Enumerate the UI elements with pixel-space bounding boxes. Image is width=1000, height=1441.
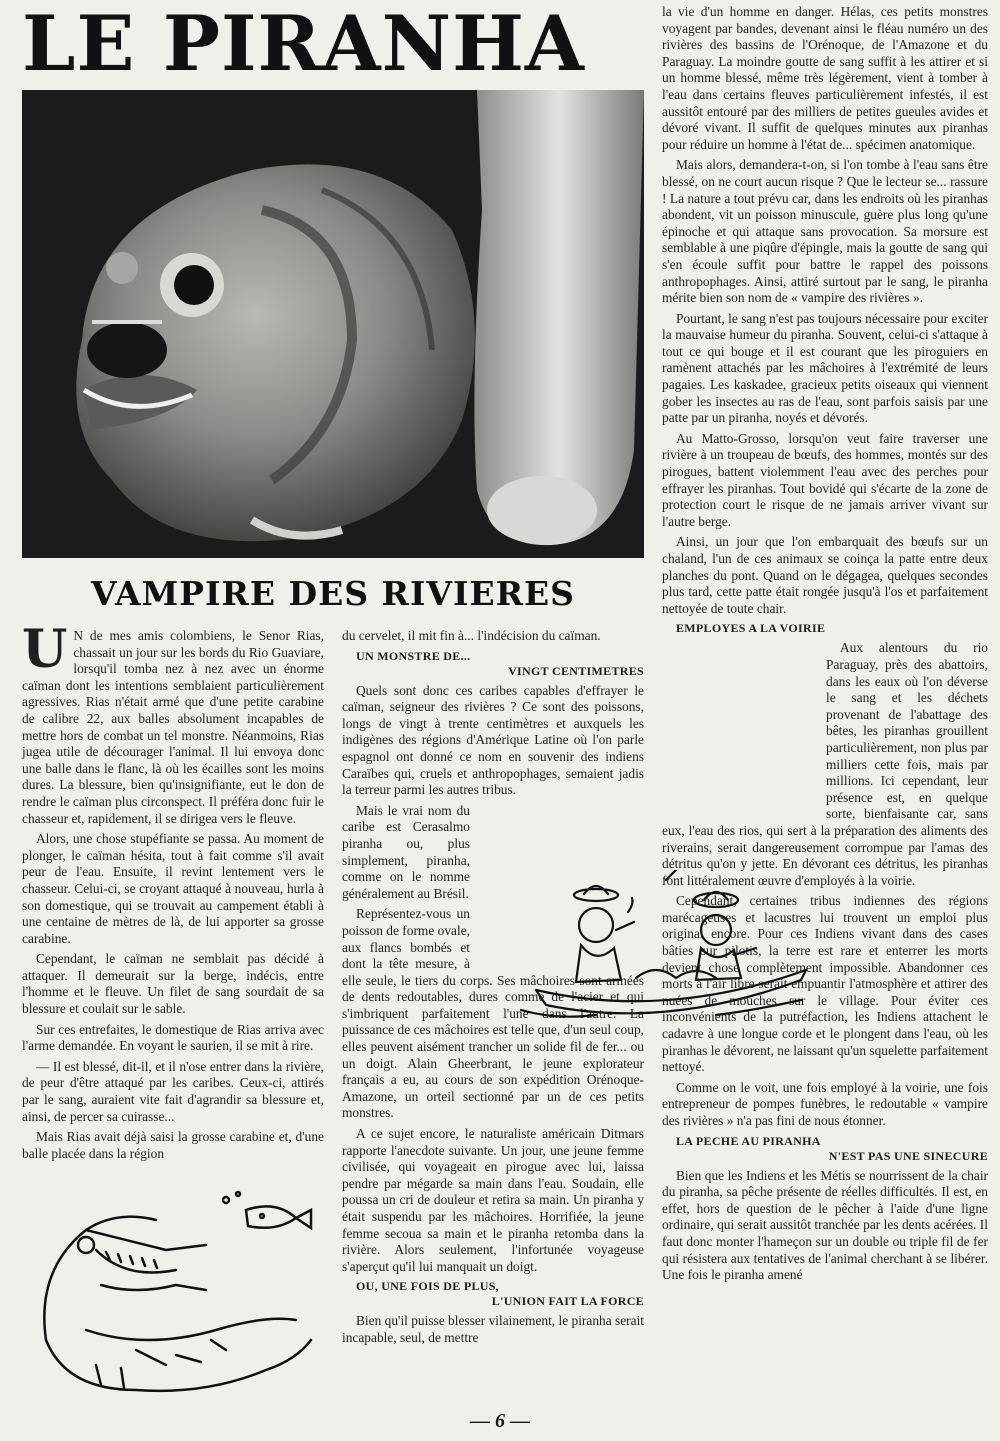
col2-paragraph-3: Mais le vrai nom du caribe est Cerasalmo piranha ou, plus simplement, piranha, comme on le nomme généralement au Brésil. <box>342 802 470 901</box>
col2-paragraph-1: du cervelet, il mit fin à... l'indécision du caïman. <box>342 628 601 643</box>
subhead-monstre-line2: VINGT CENTIMETRES <box>508 663 644 678</box>
col2-paragraph-5: A ce sujet encore, le naturaliste américain Ditmars rapporte l'anecdote suivante. Un jour, une jeune femme civilisée, qui voyageait en pirogue avec lui, laissa pendre par mégarde sa main dans l'eau. Soudain, elle poussa un cri de douleur et retira sa main. Un piranha y était suspendu par les mâchoires. Horrifiée, la jeune femme secoua sa main et le piranha retomba dans la rivière. Alors seulement, l'infortunée voyageuse s'aperçut qu'il lui manquait un doigt. <box>342 1126 644 1274</box>
col1-paragraph-3: Cependant, le caïman ne semblait pas décidé à attaquer. Il demeurait sur la berge, indécis, entre l'homme et le fleuve. Un filet de sang sourdait de sa blessure et coulait sur le sable. <box>22 951 324 1017</box>
crocodile-cartoon <box>26 1190 326 1405</box>
col3-paragraph-4: Au Matto-Grosso, lorsqu'on veut faire traverser une rivière à un troupeau de bœufs, des hommes, montés sur des pirogues, battent violemment l'eau avec des perches pour effrayer les piranhas. Tout bovidé qui s'écarte de la zone de protection court le risque de ne jamais arriver vivant sur l'autre berge. <box>662 430 988 529</box>
col3-paragraph-7: Cependant, certaines tribus indiennes des régions marécageuses et lacustres lui trouvent un emploi plus original encore. Pour ces Indiens vivant dans des cases bâties sur pilotis, la terre est rare et enterrer les morts devient chose complètement impossible. Abandonner ces morts à l'air libre serait empuantir l'atmosphère et attirer des nuées de mouches sur le village. Pour éviter ces inconvénients de la putréfaction, les Indiens attachent le cadavre à une longue corde et le plongent dans l'eau, où les piranhas le dévorent, ne laissant qu'un squelette parfaitement nettoyé. <box>662 893 988 1075</box>
column-1 <box>22 619 324 1166</box>
article-subtitle: VAMPIRE DES RIVIERES <box>90 574 576 613</box>
column-3 <box>662 4 988 1288</box>
col2-paragraph-2: Quels sont donc ces caribes capables d'effrayer le caïman, seigneur des rivières ? Ce sont des poissons, longs de vingt à trente centimètres et auxquels les indigènes des régions d'Amérique Latine où l'on parle espagnol ont donné ce nom en souvenir des indiens Caraïbes qui, cruels et anthropophages, semaient jadis la terreur parmi les autres tribus. <box>342 682 644 798</box>
col1-paragraph-4: Sur ces entrefaites, le domestique de Rias arriva avec l'arme demandée. En voyant le saurien, il se mit à rire. <box>22 1021 324 1054</box>
col3-paragraph-3: Pourtant, le sang n'est pas toujours nécessaire pour exciter la mauvaise humeur du piranha. Souvent, celui-ci s'attaque à tout ce qui bouge et il est courant que les piroguiers en ramènent attachés par les mâchoires à l'extrémité de leurs pagaies. Les kaskadee, gracieux petits oiseaux qui viennent gober les insectes au ras de l'eau, sont parfois saisis par une patte par un piranha, noyés et dévorés. <box>662 310 988 426</box>
col1-paragraph-2: Alors, une chose stupéfiante se passa. Au moment de plonger, le caïman hésita, tout à fait comme s'il avait peur de l'eau. Ensuite, il revint lentement vers le chasseur. Celui-ci, se croyant attaqué à nouveau, hurla à son domestique, qui se trouvait au campement établi à une centaine de mètres de là, de lui apporter sa grosse carabine. <box>22 831 324 946</box>
drop-cap: U <box>22 619 68 680</box>
col2-paragraph-4: Représentez-vous un poisson de forme ovale, aux flancs bombés et dont la tête mesure, à elle seule, le tiers du corps. Ses mâchoires sont armées de dents redoutables, dures comme de l'acier et qui s'imbriquent parfaitement l'une dans l'autre. La puissance de ces mâchoires est telle que, d'un seul coup, elles peuvent aisément trancher un solide fil de fer... ou un doigt. Alain Gheerbrant, le jeune explorateur français a eu, au cours de son expédition Orénoque-Amazone, un orteil sectionné par un de ces petits monstres. <box>342 906 644 1121</box>
piranha-photo <box>22 90 644 558</box>
article-title: LE PIRANHA <box>22 0 585 88</box>
subhead-peche-line2: N'EST PAS UNE SINECURE <box>828 1148 988 1163</box>
subhead-union-line2: L'UNION FAIT LA FORCE <box>491 1294 644 1309</box>
subhead-voirie: EMPLOYES A LA VOIRIE <box>676 621 826 636</box>
subhead-peche <box>662 1134 988 1164</box>
col1-paragraph-1 <box>22 619 324 827</box>
col2-paragraph-6: Bien qu'il puisse blesser vilainement, le piranha serait incapable, seul, de mettre <box>342 1313 645 1345</box>
col3-paragraph-8: Comme on le voit, une fois employé à la voirie, une fois entrepreneur de pompes funèbres, le redoutable « vampire des rivières » n'a pas fini de nous étonner. <box>662 1079 988 1128</box>
subhead-monstre-line1: UN MONSTRE DE... <box>356 648 471 663</box>
subhead-monstre <box>342 649 644 679</box>
col3-paragraph-5: Ainsi, un jour que l'on embarquait des bœufs sur un chaland, l'un de ces animaux se coinça la patte entre deux planches du pont. Quand on le dégagea, quelques secondes plus tard, cette patte était rongée jusqu'à l'os et parfaitement nettoyée de toute chair. <box>662 534 988 616</box>
col3-paragraph-1: la vie d'un homme en danger. Hélas, ces petits monstres voyagent par bandes, devenant ainsi le fléau numéro un des rivières des bassins de l'Orénoque, de l'Amazone et du Paraguay. La moindre goutte de sang suffit à les attirer et si un homme blessé, même très légèrement, vient à tomber à l'eau dans certains fleuves particulièrement infestés, il est aussitôt entouré par des milliers de petites gueules avides et dévoré vivant. Il suffit de quelques minutes aux piranhas pour réduire un homme à l'état de... spécimen anatomique. <box>662 4 988 152</box>
page-number: — 6 — <box>470 1410 530 1432</box>
cartoon-wrap-space-2 <box>660 640 820 805</box>
subhead-union-line1: OU, UNE FOIS DE PLUS, <box>356 1279 499 1294</box>
subhead-union <box>342 1279 644 1309</box>
col1-paragraph-1-text: N de mes amis colombiens, le Senor Rias, chassait un jour sur les bords du Rio Guaviare, lorsqu'il tomba nez à nez avec un énorme caïman dont les intentions semblaient particulièrement agressives. Rias n'était armé que d'une petite carabine de calibre 22, aux balles absolument incapables de mettre hors de combat un tel monstre. Néanmoins, Rias jugea utile de décourager l'animal. Il lui envoya donc une balle dans le flanc, là où les écailles sont les moins dures. La blessure, bien qu'insignifiante, eut le don de rendre le caïman plus circonspect. Il préféra donc fuir le chasseur et, rapidement, il se dirigea vers le fleuve. <box>22 628 324 826</box>
col1-paragraph-6: Mais Rias avait déjà saisi la grosse carabine et, d'une balle placée dans la région <box>22 1129 324 1161</box>
col3-paragraph-6: Aux alentours du rio Paraguay, près des abattoirs, dans les eaux où l'on déverse le sang et les déchets provenant de l'abattage des bêtes, les piranhas grouillent particulièrement, non plus par milliers cette fois, mais par millions. Ici cependant, leur présence est, en quelque sorte, bienfaisante car, sans eux, l'eau des rios, qui sert à la préparation des aliments des riverains, serait dangereusement corrompue par l'amas des détritus qu'on y jette. En dévorant ces détritus, les piranhas font littéralement œuvre d'employés à la voirie. <box>662 640 988 888</box>
col1-paragraph-5: — Il est blessé, dit-il, et il n'ose entrer dans la rivière, de peur d'être attaqué par les caribes. Ceux-ci, attirés par le sang, auraient vite fait d'agrandir sa blessure et, ainsi, de percer sa cuirasse... <box>22 1058 324 1124</box>
col3-paragraph-9: Bien que les Indiens et les Métis se nourrissent de la chair du piranha, sa pêche présente de réelles difficultés. Il est, en effet, hors de question de le pêcher à l'aide d'une ligne ordinaire, qui serait aussitôt tranchée par les dents acérées. Il faut donc monter l'hameçon sur un double ou triple fil de fer qui résistera aux tentatives de l'animal cherchant à se libérer. Une fois le piranha amené <box>662 1167 988 1283</box>
subhead-peche-line1: LA PECHE AU PIRANHA <box>676 1133 821 1148</box>
col3-paragraph-2: Mais alors, demandera-t-on, si l'on tombe à l'eau sans être blessé, on ne court aucun risque ? Que le lecteur se... rassure ! La nature a tout prévu car, dans les endroits où les piranhas abondent, vit un poisson minuscule, guère plus long qu'une épinoche et qui attaque sans provocation. Sa morsure est semblable à une piqûre d'épingle, mais la goutte de sang qui s'en écoule suffit pour battre le rappel des poissons anthropophages. Ainsi, attiré surtout par le sang, le piranha mérite bien son nom de « vampire des rivières ». <box>662 157 988 306</box>
